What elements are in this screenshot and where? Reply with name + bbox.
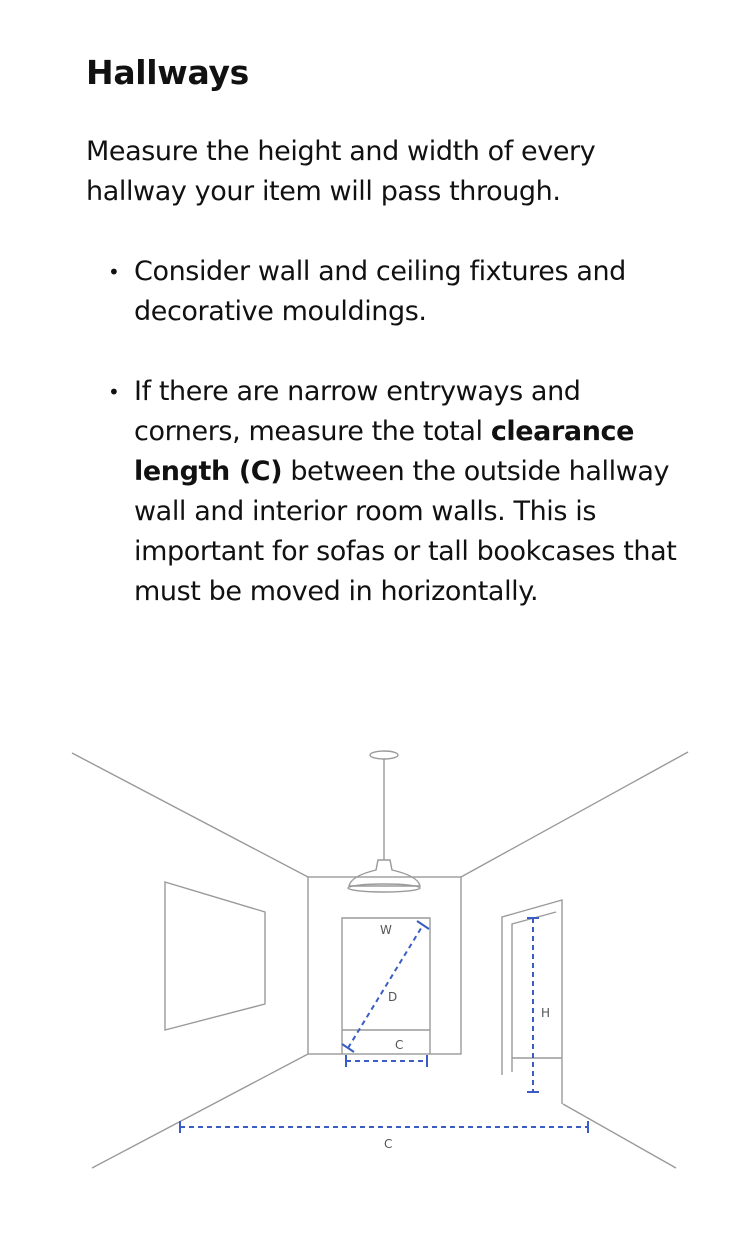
back-wall — [308, 877, 461, 1054]
floor-edge-left — [92, 1054, 308, 1168]
label-hall-clearance: C — [384, 1137, 393, 1151]
ceiling-edge-right — [461, 752, 688, 877]
hallway-measurement-diagram — [0, 700, 750, 1200]
clearance-length-term: clearance length (C) — [134, 416, 635, 487]
label-door-clearance: C — [395, 1038, 404, 1052]
bullet-dot: • — [108, 380, 120, 404]
tips-list — [0, 252, 750, 652]
tip-clearance-text-end: between the outside hallway wall and interior room walls. This is important for sofas or tall bookcases that must be moved in horizontally. — [134, 456, 677, 607]
ceiling-edge-left — [72, 753, 308, 877]
light-canopy — [370, 751, 398, 759]
intro-text: Measure the height and width of every hallway your item will pass through. — [86, 136, 596, 207]
diagonal-cap-top — [417, 921, 429, 929]
label-height: H — [541, 1006, 551, 1020]
label-width: W — [380, 923, 392, 937]
tip-clearance-text-start: If there are narrow entryways and corners, measure the total — [134, 376, 581, 447]
floor-edge-right — [563, 1104, 676, 1168]
diagonal-cap-bottom — [342, 1044, 354, 1052]
section-title: Hallways — [86, 53, 250, 92]
wall-picture-frame — [165, 882, 265, 1030]
tip-clearance — [0, 372, 694, 612]
bullet-dot: • — [108, 260, 120, 284]
label-diagonal: D — [388, 990, 398, 1004]
light-shade — [349, 860, 420, 886]
light-rim — [348, 884, 420, 892]
tip-fixtures-text: Consider wall and ceiling fixtures and decorative mouldings. — [134, 256, 626, 327]
tip-fixtures — [0, 252, 694, 332]
